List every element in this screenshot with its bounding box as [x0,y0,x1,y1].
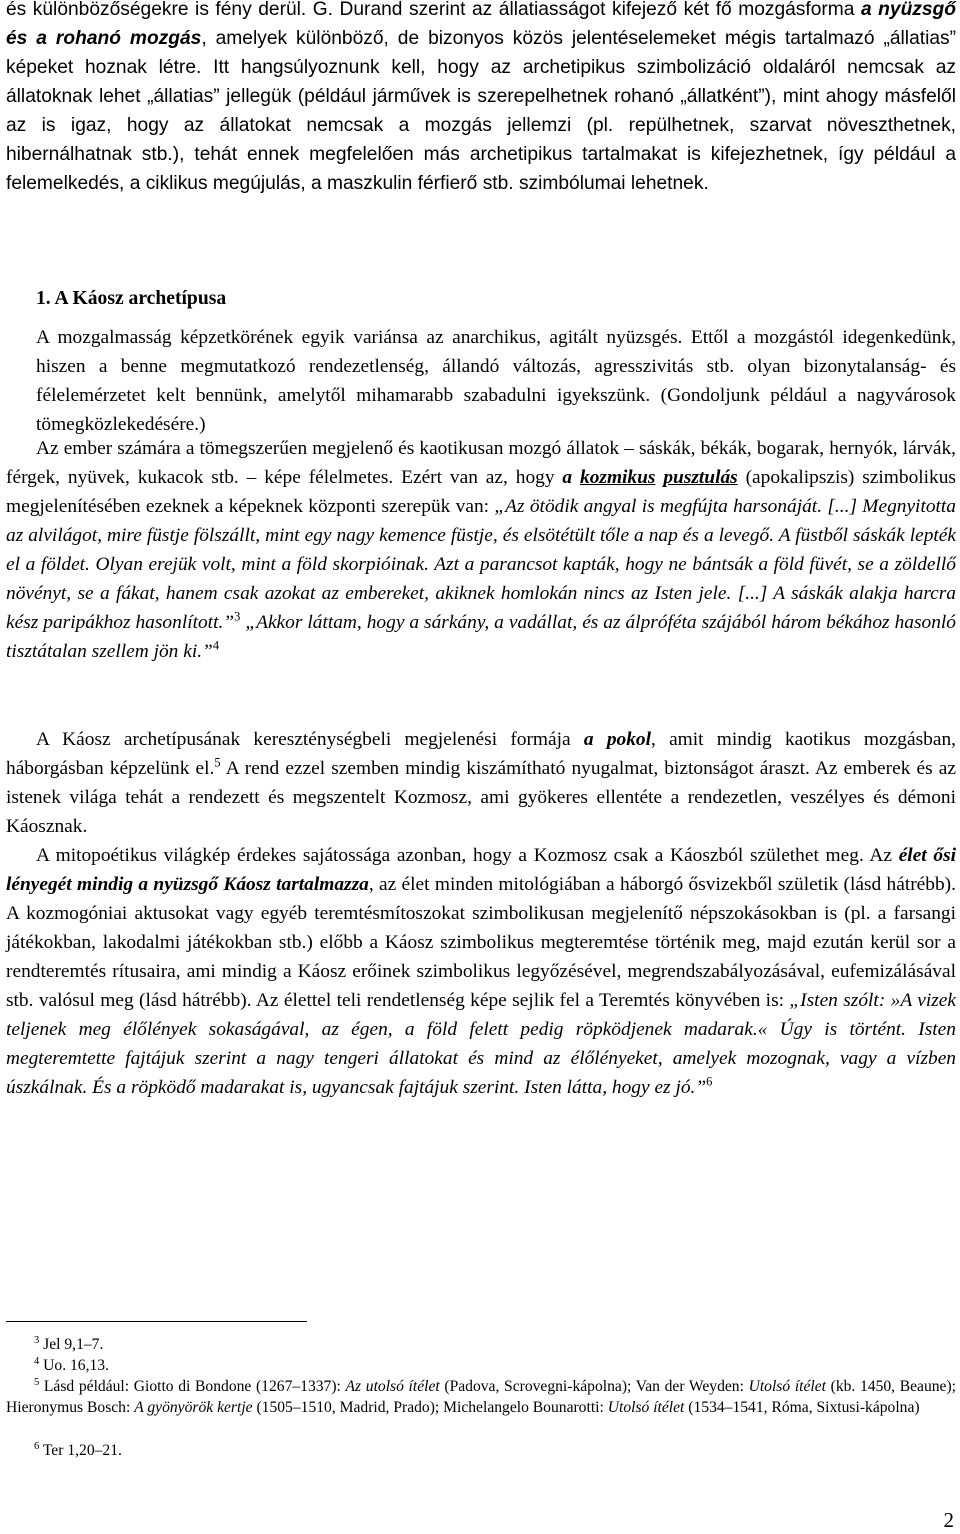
footnote-number: 3 [34,1334,40,1346]
paragraph-apocalypse [6,434,956,666]
artwork-title: Utolsó ítélet [607,1399,685,1417]
text-run: , amelyek különböző, de bizonyos közös jelentéselemeket mégis tartalmazó „állatias” képeket hoznak létre. Itt hangsúlyoznunk kell, hogy az archetipikus szimbolizáció oldaláról nemcsak az állatoknak lehet „állatias” jellegük (például járművek is szerepelhetnek rohanó „állatként”), mint ahogy másfelől az is igaz, hogy az állatokat nemcsak a mozgás jellemzi (pl. repülhetnek, szarvat növeszthetnek, hibernálhatnak stb.), tehát ennek megfelelően más archetipikus tartalmakat is kifejezhetnek, így például a felemelkedés, a ciklikus megújulás, a maszkulin férfierő stb. szimbólumai lehetnek. [6,28,956,194]
text-run: A mitopoétikus világkép érdekes sajátossága azonban, hogy a Kozmosz csak a Káoszból születhet meg. Az [36,845,899,866]
page-number: 2 [943,1508,954,1532]
footnote-text: (1534–1541, Róma, Sixtusi-kápolna) [684,1399,920,1417]
emphasis-text: a [583,729,594,750]
text-run: (apokalipszis) szimbolikus megjelenítésében ezeknek a képeknek központi szerepük van: [6,467,956,517]
artwork-title: Az utolsó ítélet [345,1378,440,1395]
emphasis-text: a nyüzsgő és a rohanó mozgás [6,0,956,49]
footnote-ref[interactable]: 5 [214,755,221,770]
paragraph-chaos-variant [36,323,956,439]
emphasis-text: élet ősi lényegét mindig a nyüzsgő Káosz tartalmazza [6,845,957,895]
footnote-number: 6 [34,1440,40,1452]
text-run: , az élet minden mitológiában a háborgó ősvizekből születik (lásd hátrébb). A kozmogóniai aktusokat vagy egyéb teremtésmítoszokat szimbolikusan megjelenítő népszokásokban is (pl. a farsangi játékokban, lakodalmi játékokban stb.) előbb a Káosz szimbolikus megteremtése történik meg, majd ezután kerül sor a rendteremtés rítusaira, ami mindig a Káosz erőinek szimbolikus legyőzésével, megrendszabályozásával, eufemizálásával stb. valósul meg (lásd hátrébb). Az élettel teli rendetlenség képe sejlik fel a Teremtés könyvében is: [6,874,956,1011]
footnote-ref[interactable]: 4 [212,638,220,653]
footnote-number: 5 [34,1376,40,1388]
emphasis-text: a [562,467,573,488]
footnote-ref[interactable]: 6 [706,1074,713,1089]
text-run: Az ember számára a tömegszerűen megjelenő és kaotikusan mozgó állatok – sáskák, békák, bogarak, hernyók, lárvák, férgek, nyüvek, kukacok stb. – képe félelmetes. Ezért van az, hogy [6,438,956,488]
paragraph-intro [6,0,956,198]
footnote-5 [6,1376,956,1419]
section-heading: 1. A Káosz archetípusa [36,288,227,309]
text-run: és különbözőségekre is fény derül. G. Durand szerint az állatiasságot kifejező két fő mozgásforma [6,0,861,20]
paragraph-mythopoetic [6,841,956,1102]
artwork-title: A gyönyörök kertje [134,1399,253,1417]
text-run: A rend ezzel szemben mindig kiszámítható nyugalmat, biztonságot áraszt. Az emberek és az istenek világa tehát a rendezett és megszentelt Kozmosz, ami gyökeres ellentéte a rendezetlen, veszélyes és démoni Káosznak. [6,758,956,837]
footnote-ref[interactable]: 3 [234,609,241,624]
footnote-text: Uo. 16,13. [43,1357,109,1374]
footnote-6 [6,1440,956,1461]
text-run: A Káosz archetípusának kereszténységbeli megjelenési formája [36,729,584,750]
footnote-text: Lásd például: Giotto di Bondone (1267–1337): [43,1378,346,1395]
artwork-title: Utolsó ítélet [748,1378,826,1395]
emphasis-text: kozmikus [580,467,656,488]
emphasis-text: pokol [606,729,651,750]
footnote-3 [6,1334,956,1355]
footnote-text: (1505–1510, Madrid, Prado); Michelangelo Bounarotti: [252,1399,608,1417]
footnote-text: (kb. 1450, Beaune); Hieronymus Bosch: [6,1378,957,1417]
footnote-text: (Padova, Scrovegni-kápolna); Van der Weyden: [439,1378,749,1395]
bible-quote: „Akkor láttam, hogy a sárkány, a vadállat, és az álpróféta szájából három békához hasonló tisztátalan szellem jön ki.” [6,612,956,662]
footnote-text: Jel 9,1–7. [43,1336,104,1353]
bible-quote: „Isten szólt: »A vizek teljenek meg élőlények sokaságával, az égen, a föld felett pedig röpködjenek madarak.« Úgy is történt. Isten megteremtette fajtájuk szerint a nagy tengeri állatokat és mind az élőlényeket, amelyek mozognak, vagy a vízben úszkálnak. És a röpködő madarakat is, ugyancsak fajtájuk szerint. Isten látta, hogy ez jó.” [6,990,956,1098]
footnote-number: 4 [34,1355,40,1367]
footnote-4 [6,1355,956,1376]
paragraph-hell [6,725,956,841]
bible-quote: „Az ötödik angyal is megfújta harsonáját. [...] Megnyitotta az alvilágot, mire füstje fölszállt, mint egy nagy kemence füstje, és elsötétült tőle a nap és a levegő. A füstből sáskák lepték el a földet. Olyan erejük volt, mint a föld skorpióinak. Azt a parancsot kapták, hogy ne bántsák a föld füvét, se a zöldellő növényt, se a fákat, hanem csak azokat az embereket, akiknek homlokán nincs az Isten jele. [...] A sáskák alakja harcra kész paripákhoz hasonlított.” [6,496,957,633]
text-run: A mozgalmasság képzetkörének egyik variánsa az anarchikus, agitált nyüzsgés. Ettől a mozgástól idegenkedünk, hiszen a benne megmutatkozó rendezetlenség, állandó változás, agresszivitás stb. olyan bizonytalanság- és félelemérzetet kelt bennünk, amelytől mihamarabb szabadulni igyekszünk. (Gondoljunk például a nagyvárosok tömegközlekedésére.) [36,327,956,435]
footnote-divider [6,1321,307,1322]
emphasis-text: pusztulás [663,467,738,488]
footnote-text: Ter 1,20–21. [42,1442,122,1459]
text-run: , amit mindig kaotikus mozgásban, háborgásban képzelünk el. [6,729,956,779]
